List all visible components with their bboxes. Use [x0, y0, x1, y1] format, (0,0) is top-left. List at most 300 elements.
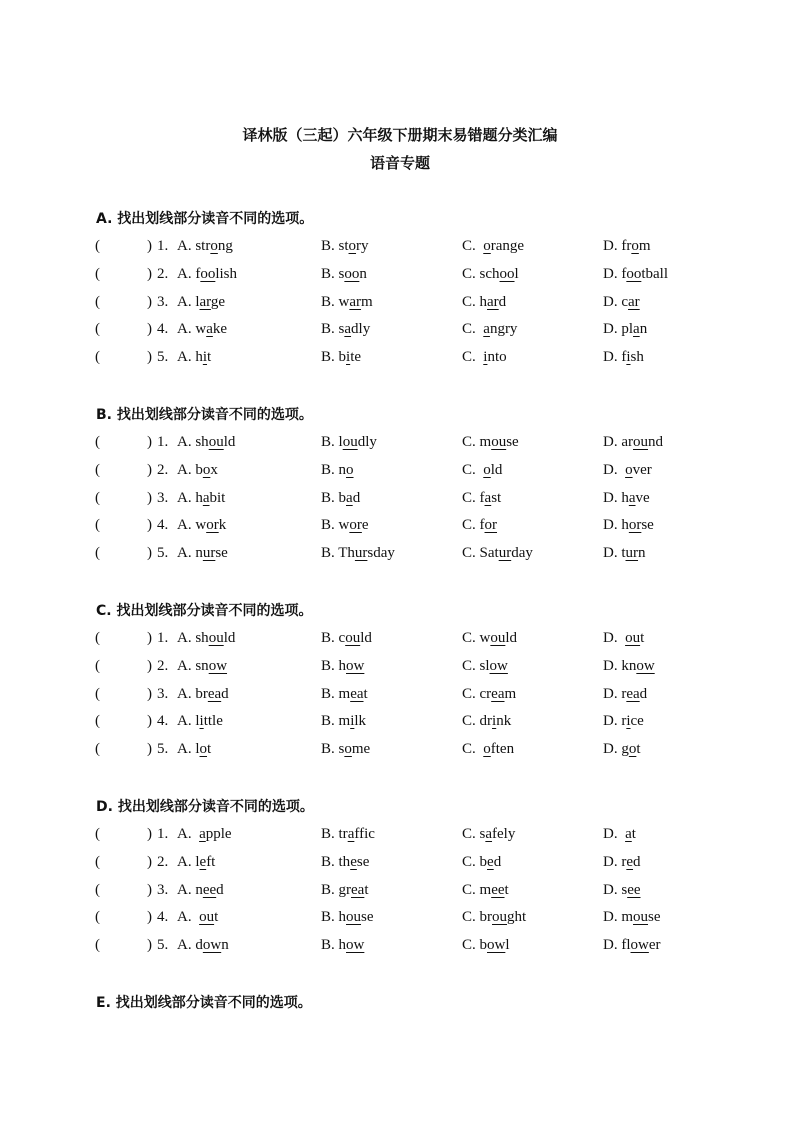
underlined-letters: ow — [346, 657, 365, 674]
option-b — [321, 462, 354, 479]
option-d — [603, 349, 644, 366]
question-row — [0, 658, 800, 680]
option-post: lk — [354, 713, 367, 730]
option-b — [321, 658, 364, 675]
option-label: A. — [177, 517, 196, 534]
option-pre: cr — [479, 685, 492, 702]
question-number: 2. — [157, 265, 169, 282]
option-label: D. — [603, 349, 622, 366]
option-pre: c — [338, 630, 346, 646]
option-post: st — [491, 489, 502, 506]
section-heading: B. 找出划线部分读音不同的选项。 — [96, 407, 313, 423]
option-post: lish — [215, 265, 238, 282]
question-number: 2. — [157, 657, 169, 674]
option-label: B. — [321, 741, 339, 758]
option-label: D. — [603, 293, 622, 310]
answer-blank-open: ( — [95, 545, 100, 562]
option-a — [177, 434, 235, 451]
option-b — [321, 882, 369, 899]
answer-blank-open: ( — [95, 826, 100, 842]
option-post: n — [221, 937, 229, 954]
option-c — [462, 854, 501, 871]
underlined-letters: or — [349, 517, 362, 534]
option-label: C. — [462, 293, 480, 310]
question-row — [0, 854, 800, 876]
underlined-letters: o — [483, 238, 491, 254]
option-post: ke — [212, 321, 228, 338]
answer-blank-close: ) — [147, 713, 152, 730]
option-post: range — [490, 238, 525, 254]
option-label: C. — [462, 937, 480, 954]
option-post: t — [631, 826, 636, 842]
option-label: A. — [177, 545, 196, 562]
option-post: se — [506, 434, 519, 450]
option-label: A. — [177, 685, 196, 702]
option-post: d — [216, 881, 224, 898]
option-label: D. — [603, 881, 622, 898]
question-row — [0, 462, 800, 484]
option-post: d — [493, 853, 502, 870]
option-pre: kn — [621, 657, 637, 674]
option-label: C. — [462, 489, 480, 506]
option-b — [321, 490, 360, 507]
option-pre: l — [195, 293, 200, 310]
option-d — [603, 321, 647, 338]
option-label: B. — [321, 293, 339, 310]
underlined-letters: i — [350, 713, 355, 730]
option-post: t — [364, 881, 369, 898]
option-pre: Th — [338, 545, 355, 562]
option-d — [603, 238, 651, 255]
question-number: 1. — [157, 630, 169, 646]
option-b — [321, 294, 373, 311]
option-pre: s — [479, 826, 486, 842]
option-label: A. — [177, 657, 196, 674]
question-number: 5. — [157, 937, 169, 954]
option-post: d — [639, 685, 648, 702]
option-post: se — [641, 517, 654, 534]
option-d — [603, 909, 661, 926]
option-post: ry — [356, 238, 369, 254]
question-row — [0, 349, 800, 371]
option-c — [462, 349, 507, 366]
option-pre: h — [621, 517, 629, 534]
underlined-letters: ur — [625, 545, 639, 562]
question-number: 1. — [157, 826, 169, 842]
option-post: se — [361, 909, 374, 926]
answer-blank-close: ) — [147, 349, 152, 366]
option-label: C. — [462, 909, 480, 926]
question-number: 4. — [157, 517, 169, 534]
question-number: 1. — [157, 434, 169, 450]
option-post: dly — [351, 321, 371, 338]
option-c — [462, 882, 509, 899]
option-label: A. — [177, 881, 196, 898]
option-d — [603, 294, 640, 311]
underlined-letters: ou — [625, 630, 641, 646]
option-c — [462, 517, 497, 534]
option-label: B. — [321, 630, 339, 646]
option-pre: r — [621, 713, 627, 730]
option-label: A. — [177, 909, 196, 926]
section-heading: C. 找出划线部分读音不同的选项。 — [96, 603, 313, 619]
question-number: 5. — [157, 349, 169, 366]
option-post: ngry — [489, 321, 518, 338]
option-post: ttle — [203, 713, 223, 730]
question-row — [0, 882, 800, 904]
option-post: ld — [505, 630, 518, 646]
option-c — [462, 909, 526, 926]
option-post: ften — [490, 741, 515, 758]
option-post: nk — [496, 713, 512, 730]
option-post: ld — [223, 434, 236, 450]
underlined-letters: i — [202, 349, 208, 366]
option-post: ce — [630, 713, 644, 730]
underlined-letters: ur — [498, 545, 512, 562]
question-row — [0, 517, 800, 539]
option-label: B. — [321, 545, 339, 562]
answer-blank-open: ( — [95, 853, 100, 870]
underlined-letters: oo — [200, 265, 216, 282]
answer-blank-open: ( — [95, 293, 100, 310]
underlined-letters: ar — [199, 293, 211, 310]
option-label: B. — [321, 461, 339, 478]
option-d — [603, 826, 636, 843]
answer-blank-close: ) — [147, 489, 152, 506]
option-pre: fl — [621, 937, 631, 954]
option-label: A. — [177, 461, 196, 478]
underlined-letters: e — [350, 853, 357, 870]
option-pre: w — [195, 321, 207, 338]
option-a — [177, 517, 226, 534]
option-d — [603, 658, 655, 675]
option-post: er — [648, 937, 661, 954]
underlined-letters: a — [483, 321, 490, 338]
answer-blank-open: ( — [95, 238, 100, 254]
answer-blank-close: ) — [147, 826, 152, 842]
option-post: ve — [635, 489, 650, 506]
option-pre: b — [338, 349, 347, 366]
question-row — [0, 238, 800, 260]
underlined-letters: o — [346, 461, 354, 478]
option-post: n — [639, 321, 648, 338]
underlined-letters: a — [485, 826, 493, 842]
underlined-letters: oo — [626, 265, 642, 282]
question-row — [0, 490, 800, 512]
question-row — [0, 630, 800, 652]
option-post: ft — [206, 853, 216, 870]
option-b — [321, 686, 368, 703]
underlined-letters: or — [628, 517, 642, 534]
option-pre: st — [338, 238, 349, 254]
underlined-letters: ee — [491, 881, 505, 898]
underlined-letters: ur — [202, 545, 216, 562]
option-post: dly — [357, 434, 377, 450]
option-pre: c — [621, 293, 629, 310]
underlined-letters: a — [344, 321, 352, 338]
option-pre: m — [338, 713, 351, 730]
option-label: B. — [321, 657, 339, 674]
option-b — [321, 741, 370, 758]
option-pre: s — [338, 265, 345, 282]
answer-blank-close: ) — [147, 853, 152, 870]
option-pre: w — [479, 630, 491, 646]
answer-blank-open: ( — [95, 349, 100, 366]
option-b — [321, 545, 395, 562]
option-label: D. — [603, 909, 622, 926]
option-label: A. — [177, 349, 196, 366]
option-label: B. — [321, 826, 339, 842]
option-label: B. — [321, 349, 339, 366]
option-label: A. — [177, 937, 196, 954]
option-post: t — [207, 741, 212, 758]
option-c — [462, 630, 517, 647]
option-c — [462, 266, 519, 283]
option-b — [321, 909, 374, 926]
underlined-letters: ou — [490, 630, 506, 646]
option-post: te — [350, 349, 362, 366]
underlined-letters: o — [210, 238, 218, 254]
underlined-letters: a — [202, 489, 210, 506]
underlined-letters: ee — [202, 881, 217, 898]
option-pre: sh — [195, 630, 209, 646]
option-label: C. — [462, 630, 480, 646]
option-post: se — [648, 909, 661, 926]
option-post: ld — [490, 461, 503, 478]
option-a — [177, 937, 229, 954]
option-a — [177, 266, 237, 283]
option-post: se — [215, 545, 228, 562]
option-label: B. — [321, 713, 339, 730]
option-c — [462, 686, 516, 703]
underlined-letters: or — [484, 517, 498, 534]
answer-blank-close: ) — [147, 909, 152, 926]
option-c — [462, 238, 524, 255]
answer-blank-close: ) — [147, 517, 152, 534]
option-post: day — [511, 545, 533, 562]
option-label: C. — [462, 881, 480, 898]
option-label: B. — [321, 517, 339, 534]
option-post: n — [359, 265, 367, 282]
underlined-letters: ou — [199, 909, 215, 926]
option-c — [462, 321, 517, 338]
option-a — [177, 321, 227, 338]
underlined-letters: a — [633, 321, 640, 338]
option-pre: t — [621, 545, 626, 562]
option-post: d — [352, 489, 361, 506]
question-number: 3. — [157, 489, 169, 506]
underlined-letters: ar — [349, 293, 362, 310]
option-pre: f — [195, 265, 201, 282]
question-number: 1. — [157, 238, 169, 254]
question-row — [0, 321, 800, 343]
option-pre: h — [338, 937, 347, 954]
answer-blank-close: ) — [147, 434, 152, 450]
underlined-letters: ou — [345, 630, 361, 646]
underlined-letters: ou — [342, 434, 358, 450]
section-heading: D. 找出划线部分读音不同的选项。 — [96, 799, 314, 815]
option-label: D. — [603, 741, 622, 758]
underlined-letters: o — [348, 238, 357, 254]
answer-blank-close: ) — [147, 685, 152, 702]
option-c — [462, 826, 515, 843]
option-a — [177, 545, 228, 562]
option-c — [462, 545, 533, 562]
option-a — [177, 882, 224, 899]
option-pre: n — [195, 545, 203, 562]
option-a — [177, 238, 233, 255]
question-row — [0, 937, 800, 959]
underlined-letters: ow — [346, 937, 365, 954]
option-post: n — [638, 545, 646, 562]
option-label: D. — [603, 685, 622, 702]
option-label: C. — [462, 517, 480, 534]
question-number: 3. — [157, 293, 169, 310]
option-label: D. — [603, 545, 622, 562]
underlined-letters: ou — [208, 434, 224, 450]
option-a — [177, 630, 235, 647]
option-pre: ar — [621, 434, 633, 450]
option-post: bit — [209, 489, 226, 506]
option-b — [321, 826, 375, 843]
option-pre: br — [479, 909, 493, 926]
option-pre: th — [338, 853, 351, 870]
answer-blank-open: ( — [95, 685, 100, 702]
question-row — [0, 826, 800, 848]
option-d — [603, 490, 650, 507]
option-label: C. — [462, 853, 480, 870]
option-d — [603, 462, 652, 479]
option-post: ffic — [354, 826, 375, 842]
underlined-letters: ow — [208, 657, 228, 674]
underlined-letters: ou — [208, 630, 224, 646]
option-a — [177, 658, 227, 675]
answer-blank-close: ) — [147, 321, 152, 338]
answer-blank-open: ( — [95, 657, 100, 674]
option-post: ght — [507, 909, 527, 926]
option-b — [321, 854, 369, 871]
option-c — [462, 462, 502, 479]
option-c — [462, 294, 506, 311]
option-label: C. — [462, 238, 480, 254]
option-label: B. — [321, 265, 339, 282]
option-c — [462, 713, 511, 730]
option-d — [603, 854, 641, 871]
option-post: x — [210, 461, 218, 478]
option-label: C. — [462, 265, 480, 282]
option-pre: Sat — [479, 545, 499, 562]
option-post: ng — [217, 238, 233, 254]
option-label: C. — [462, 545, 480, 562]
option-post: ge — [210, 293, 226, 310]
option-label: A. — [177, 489, 196, 506]
question-number: 3. — [157, 685, 169, 702]
option-pre: h — [338, 909, 347, 926]
option-b — [321, 713, 366, 730]
option-pre: b — [195, 461, 203, 478]
option-pre: h — [338, 657, 347, 674]
option-pre: b — [479, 853, 488, 870]
underlined-letters: oo — [344, 265, 360, 282]
question-row — [0, 434, 800, 456]
answer-blank-close: ) — [147, 238, 152, 254]
option-label: D. — [603, 630, 622, 646]
option-pre: m — [338, 685, 351, 702]
answer-blank-open: ( — [95, 461, 100, 478]
option-pre: s — [338, 321, 345, 338]
underlined-letters: e — [626, 853, 634, 870]
option-post: ld — [360, 630, 372, 646]
option-post: m — [504, 685, 517, 702]
option-a — [177, 462, 218, 479]
option-label: D. — [603, 321, 622, 338]
option-c — [462, 741, 514, 758]
option-d — [603, 434, 663, 451]
option-post: m — [638, 238, 651, 254]
option-label: C. — [462, 826, 480, 842]
option-pre: g — [621, 741, 629, 758]
answer-blank-open: ( — [95, 517, 100, 534]
option-label: D. — [603, 826, 622, 842]
option-d — [603, 545, 646, 562]
document-subtitle: 语音专题 — [369, 154, 430, 172]
underlined-letters: i — [199, 713, 204, 730]
question-number: 3. — [157, 881, 169, 898]
underlined-letters: ea — [351, 881, 365, 898]
option-label: B. — [321, 238, 339, 254]
answer-blank-close: ) — [147, 741, 152, 758]
option-d — [603, 741, 641, 758]
option-pre: b — [479, 937, 488, 954]
underlined-letters: ou — [346, 909, 362, 926]
option-label: A. — [177, 265, 196, 282]
option-d — [603, 686, 647, 703]
option-post: e — [361, 517, 369, 534]
option-pre: br — [195, 685, 208, 702]
option-label: A. — [177, 293, 196, 310]
underlined-letters: i — [492, 713, 497, 730]
option-label: D. — [603, 937, 622, 954]
option-pre: sl — [479, 657, 490, 674]
option-b — [321, 266, 367, 283]
question-row — [0, 545, 800, 567]
answer-blank-close: ) — [147, 545, 152, 562]
answer-blank-open: ( — [95, 881, 100, 898]
underlined-letters: oo — [499, 265, 515, 282]
question-number: 2. — [157, 853, 169, 870]
option-pre: w — [195, 517, 207, 534]
option-d — [603, 630, 644, 647]
option-post: t — [207, 349, 212, 366]
question-number: 4. — [157, 321, 169, 338]
document-title: 译林版（三起）六年级下册期末易错题分类汇编 — [242, 126, 558, 144]
option-label: D. — [603, 265, 622, 282]
option-post: t — [636, 741, 641, 758]
underlined-letters: i — [346, 349, 351, 366]
underlined-letters: ow — [630, 937, 649, 954]
underlined-letters: ow — [636, 657, 655, 674]
option-label: C. — [462, 321, 480, 338]
underlined-letters: e — [199, 853, 207, 870]
underlined-letters: o — [483, 461, 491, 478]
option-label: D. — [603, 461, 622, 478]
underlined-letters: e — [487, 853, 494, 870]
underlined-letters: i — [626, 713, 631, 730]
answer-blank-close: ) — [147, 461, 152, 478]
option-a — [177, 686, 229, 703]
option-pre: m — [621, 909, 634, 926]
option-pre: l — [338, 434, 343, 450]
